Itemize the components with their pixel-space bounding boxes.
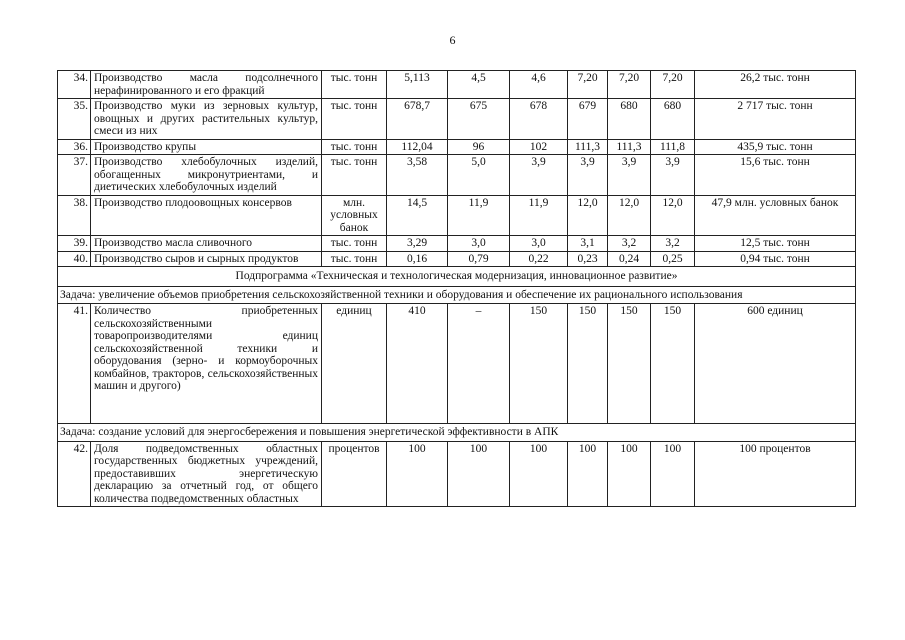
task-row	[58, 286, 856, 304]
task-row	[58, 424, 856, 442]
table-row	[58, 304, 856, 424]
unit-cell: единиц	[322, 304, 387, 424]
value-cell: 3,9	[608, 155, 651, 196]
value-cell: 11,9	[510, 195, 568, 236]
table-row	[58, 99, 856, 140]
value-cell: 14,5	[387, 195, 448, 236]
indicator-name: Производство сыров и сырных продуктов	[91, 251, 322, 267]
value-cell: 5,0	[448, 155, 510, 196]
row-number: 37.	[58, 155, 91, 196]
value-cell: 678	[510, 99, 568, 140]
value-cell: 0,16	[387, 251, 448, 267]
indicator-name: Производство хлебобулочных изделий, обогащенных микронутриентами, и диетических хлебобулочных изделий	[91, 155, 322, 196]
value-cell: 100	[510, 441, 568, 507]
row-number: 35.	[58, 99, 91, 140]
value-cell: 100	[608, 441, 651, 507]
value-cell: 12,0	[651, 195, 695, 236]
value-cell: 680	[651, 99, 695, 140]
value-cell: 150	[510, 304, 568, 424]
value-cell: –	[448, 304, 510, 424]
value-cell: 150	[568, 304, 608, 424]
value-cell: 7,20	[608, 71, 651, 99]
total-cell: 12,5 тыс. тонн	[695, 236, 856, 252]
value-cell: 3,1	[568, 236, 608, 252]
value-cell: 4,5	[448, 71, 510, 99]
value-cell: 4,6	[510, 71, 568, 99]
value-cell: 679	[568, 99, 608, 140]
value-cell: 3,0	[510, 236, 568, 252]
row-number: 36.	[58, 139, 91, 155]
indicator-name: Доля подведомственных областных государственных бюджетных учреждений, предоставивших энергетическую декларацию за отчетный год, от общего количества подведомственных областных	[91, 441, 322, 507]
value-cell: 0,25	[651, 251, 695, 267]
value-cell: 100	[387, 441, 448, 507]
unit-cell: тыс. тонн	[322, 155, 387, 196]
table-row	[58, 155, 856, 196]
value-cell: 7,20	[568, 71, 608, 99]
unit-cell: тыс. тонн	[322, 251, 387, 267]
value-cell: 5,113	[387, 71, 448, 99]
total-cell: 26,2 тыс. тонн	[695, 71, 856, 99]
value-cell: 0,23	[568, 251, 608, 267]
row-number: 38.	[58, 195, 91, 236]
subprogram-title: Подпрограмма «Техническая и технологическая модернизация, инновационное развитие»	[58, 267, 856, 287]
task-text: Задача: создание условий для энергосбережения и повышения энергетической эффективности в АПК	[58, 424, 856, 442]
value-cell: 11,9	[448, 195, 510, 236]
row-number: 42.	[58, 441, 91, 507]
value-cell: 100	[448, 441, 510, 507]
total-cell: 0,94 тыс. тонн	[695, 251, 856, 267]
unit-cell: тыс. тонн	[322, 236, 387, 252]
value-cell: 96	[448, 139, 510, 155]
total-cell: 435,9 тыс. тонн	[695, 139, 856, 155]
value-cell: 3,9	[510, 155, 568, 196]
row-number: 41.	[58, 304, 91, 424]
value-cell: 111,8	[651, 139, 695, 155]
row-number: 34.	[58, 71, 91, 99]
total-cell: 2 717 тыс. тонн	[695, 99, 856, 140]
value-cell: 12,0	[608, 195, 651, 236]
unit-cell: процентов	[322, 441, 387, 507]
value-cell: 3,58	[387, 155, 448, 196]
total-cell: 47,9 млн. условных банок	[695, 195, 856, 236]
value-cell: 12,0	[568, 195, 608, 236]
row-number: 39.	[58, 236, 91, 252]
value-cell: 0,24	[608, 251, 651, 267]
table-row	[58, 251, 856, 267]
value-cell: 678,7	[387, 99, 448, 140]
value-cell: 3,9	[651, 155, 695, 196]
value-cell: 3,9	[568, 155, 608, 196]
unit-cell: тыс. тонн	[322, 71, 387, 99]
indicator-name: Производство плодоовощных консервов	[91, 195, 322, 236]
value-cell: 675	[448, 99, 510, 140]
value-cell: 100	[651, 441, 695, 507]
total-cell: 15,6 тыс. тонн	[695, 155, 856, 196]
indicator-name: Количество приобретенных сельскохозяйственными товаропроизводителями единиц сельскохозяйственной техники и оборудования (зерно- и кормоуборочных комбайнов, тракторов, сельскохозяйственных машин и другого)	[91, 304, 322, 424]
unit-cell: тыс. тонн	[322, 99, 387, 140]
value-cell: 3,0	[448, 236, 510, 252]
table-row	[58, 195, 856, 236]
value-cell: 3,2	[608, 236, 651, 252]
value-cell: 680	[608, 99, 651, 140]
table-row	[58, 71, 856, 99]
indicator-name: Производство муки из зерновых культур, овощных и других растительных культур, смеси из них	[91, 99, 322, 140]
value-cell: 3,29	[387, 236, 448, 252]
value-cell: 102	[510, 139, 568, 155]
indicator-name: Производство масла сливочного	[91, 236, 322, 252]
value-cell: 112,04	[387, 139, 448, 155]
table-row	[58, 139, 856, 155]
page-number: 6	[449, 33, 456, 47]
value-cell: 150	[608, 304, 651, 424]
value-cell: 100	[568, 441, 608, 507]
task-text: Задача: увеличение объемов приобретения сельскохозяйственной техники и оборудования и обеспечение их рационального использования	[58, 286, 856, 304]
indicator-name: Производство масла подсолнечного нерафинированного и его фракций	[91, 71, 322, 99]
value-cell: 0,79	[448, 251, 510, 267]
indicators-table	[57, 70, 856, 507]
total-cell: 100 процентов	[695, 441, 856, 507]
value-cell: 7,20	[651, 71, 695, 99]
unit-cell: тыс. тонн	[322, 139, 387, 155]
value-cell: 3,2	[651, 236, 695, 252]
value-cell: 410	[387, 304, 448, 424]
total-cell: 600 единиц	[695, 304, 856, 424]
subprogram-row	[58, 267, 856, 287]
row-number: 40.	[58, 251, 91, 267]
table-row	[58, 441, 856, 507]
value-cell: 111,3	[608, 139, 651, 155]
indicator-name: Производство крупы	[91, 139, 322, 155]
unit-cell: млн. условных банок	[322, 195, 387, 236]
value-cell: 150	[651, 304, 695, 424]
value-cell: 0,22	[510, 251, 568, 267]
table-row	[58, 236, 856, 252]
value-cell: 111,3	[568, 139, 608, 155]
